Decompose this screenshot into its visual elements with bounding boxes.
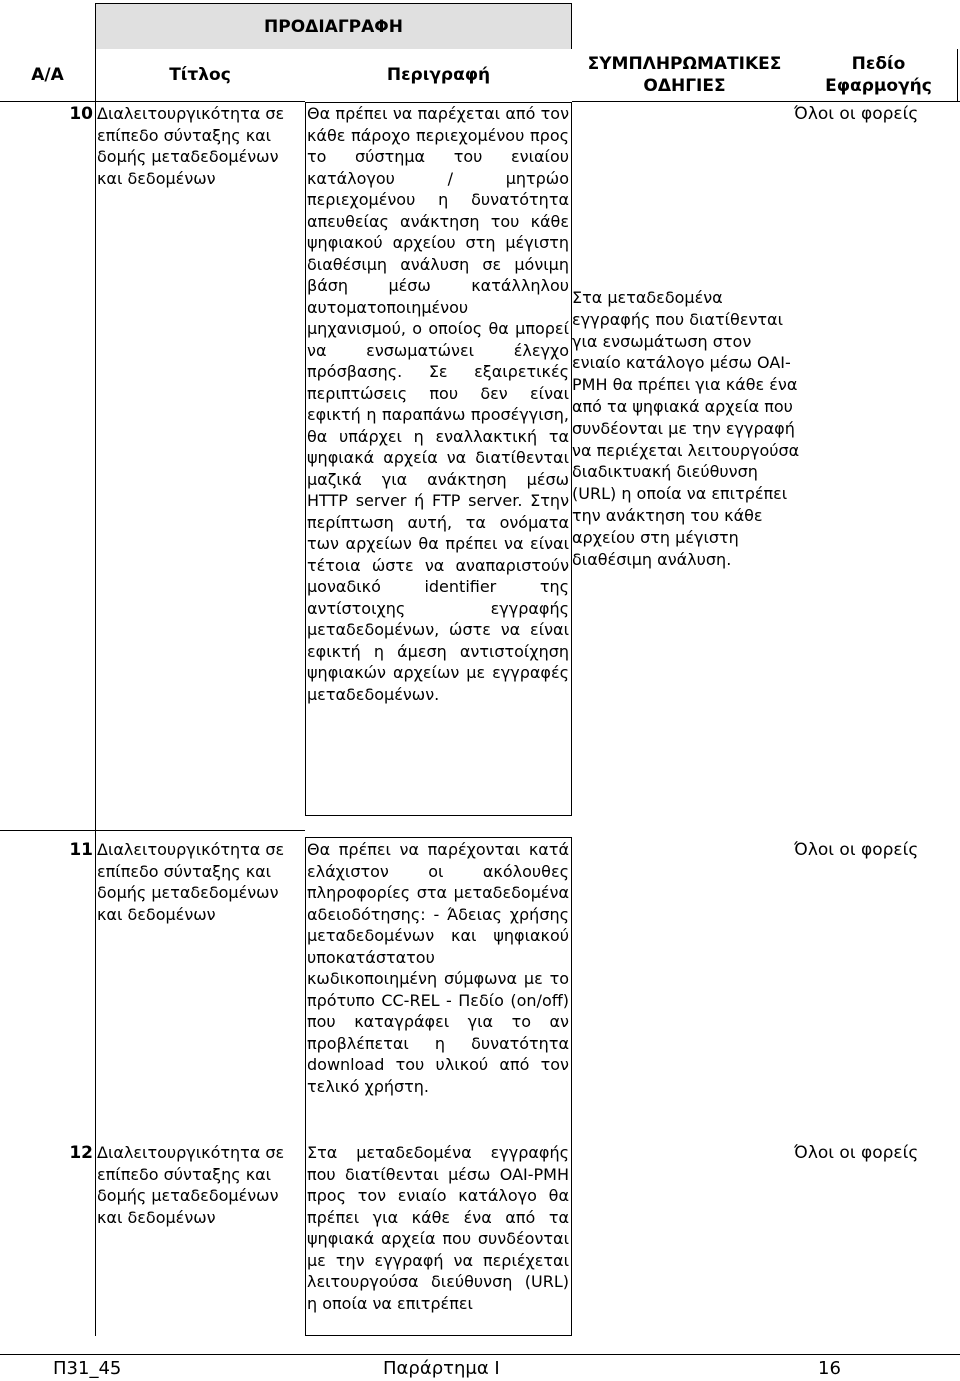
row-12-number: 12 [69, 1143, 93, 1163]
footer-rule [0, 1354, 960, 1355]
row-10-field: Όλοι οι φορείς [794, 104, 919, 124]
row-10-title: Διαλειτουργικότητα σε επίπεδο σύνταξης και δομής μεταδεδομένων και δεδομένων [97, 104, 285, 188]
spec-group-header: ΠΡΟΔΙΑΓΡΑΦΗ [95, 3, 572, 50]
footer-document-code: Π31_45 [53, 1358, 122, 1379]
column-header-title: Τίτλος [169, 65, 231, 85]
column-header-aa: Α/Α [31, 65, 64, 85]
row-10-description: Θα πρέπει να παρέχεται από τον κάθε πάροχο περιεχομένου προς το σύστημα του ενιαίου κατάλογου / μητρώο περιεχομένου η δυνατότητα απευθείας ανάκτηση του κάθε ψηφιακού αρχείου στη μέγιστη διαθέσιμη ανάλυση σε μόνιμη βάση μέσω κατάλληλου αυτοματοποιημένου μηχανισμού, ο οποίος θα μπορεί να ενσωματώνει έλεγχο πρόσβασης. Σε εξαιρετικές περιπτώσεις που δεν είναι εφικτή η παραπάνω προσέγγιση, θα υπάρχει η εναλλακτική τα ψηφιακά αρχεία να διατίθενται μαζικά για ανάκτηση μέσω HTTP server ή FTP server. Στην περίπτωση αυτή, τα ονόματα των αρχείων θα πρέπει να είναι τέτοια ώστε να αναπαριστούν μοναδικό identifier της αντίστοιχης εγγραφής μεταδεδομένων, ώστε να είναι εφικτή η άμεση αντιστοίχηση ψηφιακών αρχείων με εγγραφές μεταδεδομένων. [307, 104, 569, 704]
row-12-field: Όλοι οι φορείς [794, 1143, 919, 1163]
row-11-title: Διαλειτουργικότητα σε επίπεδο σύνταξης και δομής μεταδεδομένων και δεδομένων [97, 840, 285, 924]
column-divider-left [95, 3, 96, 1336]
row-11-description: Θα πρέπει να παρέχονται κατά ελάχιστον οι ακόλουθες πληροφορίες στα μεταδεδομένα αδειοδότησης: - Άδειας χρήσης μεταδεδομένων και ψηφιακού υποκατάστατου κωδικοποιημένη σύμφωνα με το πρότυπο CC-REL - Πεδίο (on/off) που καταγράφει για το αν προβλέπεται η δυνατότητα download του υλικού από τον τελικό χρήστη. [307, 840, 569, 1096]
row-10-bottom-divider [0, 830, 305, 831]
column-header-field: Πεδίο Εφαρμογής [825, 54, 932, 96]
row-11-number: 11 [69, 840, 93, 860]
table-header-row [0, 49, 960, 101]
footer-page-number: 16 [818, 1358, 841, 1379]
column-divider-right [957, 49, 958, 101]
row-12-description: Στα μεταδεδομένα εγγραφής που διατίθενται μέσω OAI-PMH προς τον ενιαίο κατάλογο θα πρέπει για κάθε ένα από τα ψηφιακά αρχεία που συνδέονται με την εγγραφή να περιέχεται λειτουργούσα διεύθυνση (URL) η οποία να επιτρέπει [307, 1143, 569, 1313]
column-header-info: ΣΥΜΠΛΗΡΩΜΑΤΙΚΕΣ ΟΔΗΓΙΕΣ [587, 54, 782, 96]
row-10-info: Στα μεταδεδομένα εγγραφής που διατίθενται για ενσωμάτωση στον ενιαίο κατάλογο μέσω OAI-PMH θα πρέπει για κάθε ένα από τα ψηφιακά αρχεία που συνδέονται με την εγγραφή να περιέχεται λειτουργούσα διαδικτυακή διεύθυνση (URL) η οποία να επιτρέπει την ανάκτηση του κάθε αρχείου στη μέγιστη διαθέσιμη ανάλυση. [572, 288, 800, 569]
row-11-field: Όλοι οι φορείς [794, 840, 919, 860]
column-header-description: Περιγραφή [386, 65, 491, 85]
row-10-number: 10 [69, 104, 93, 124]
row-12-title: Διαλειτουργικότητα σε επίπεδο σύνταξης και δομής μεταδεδομένων και δεδομένων [97, 1143, 285, 1227]
footer-appendix-label: Παράρτημα Ι [383, 1358, 500, 1379]
